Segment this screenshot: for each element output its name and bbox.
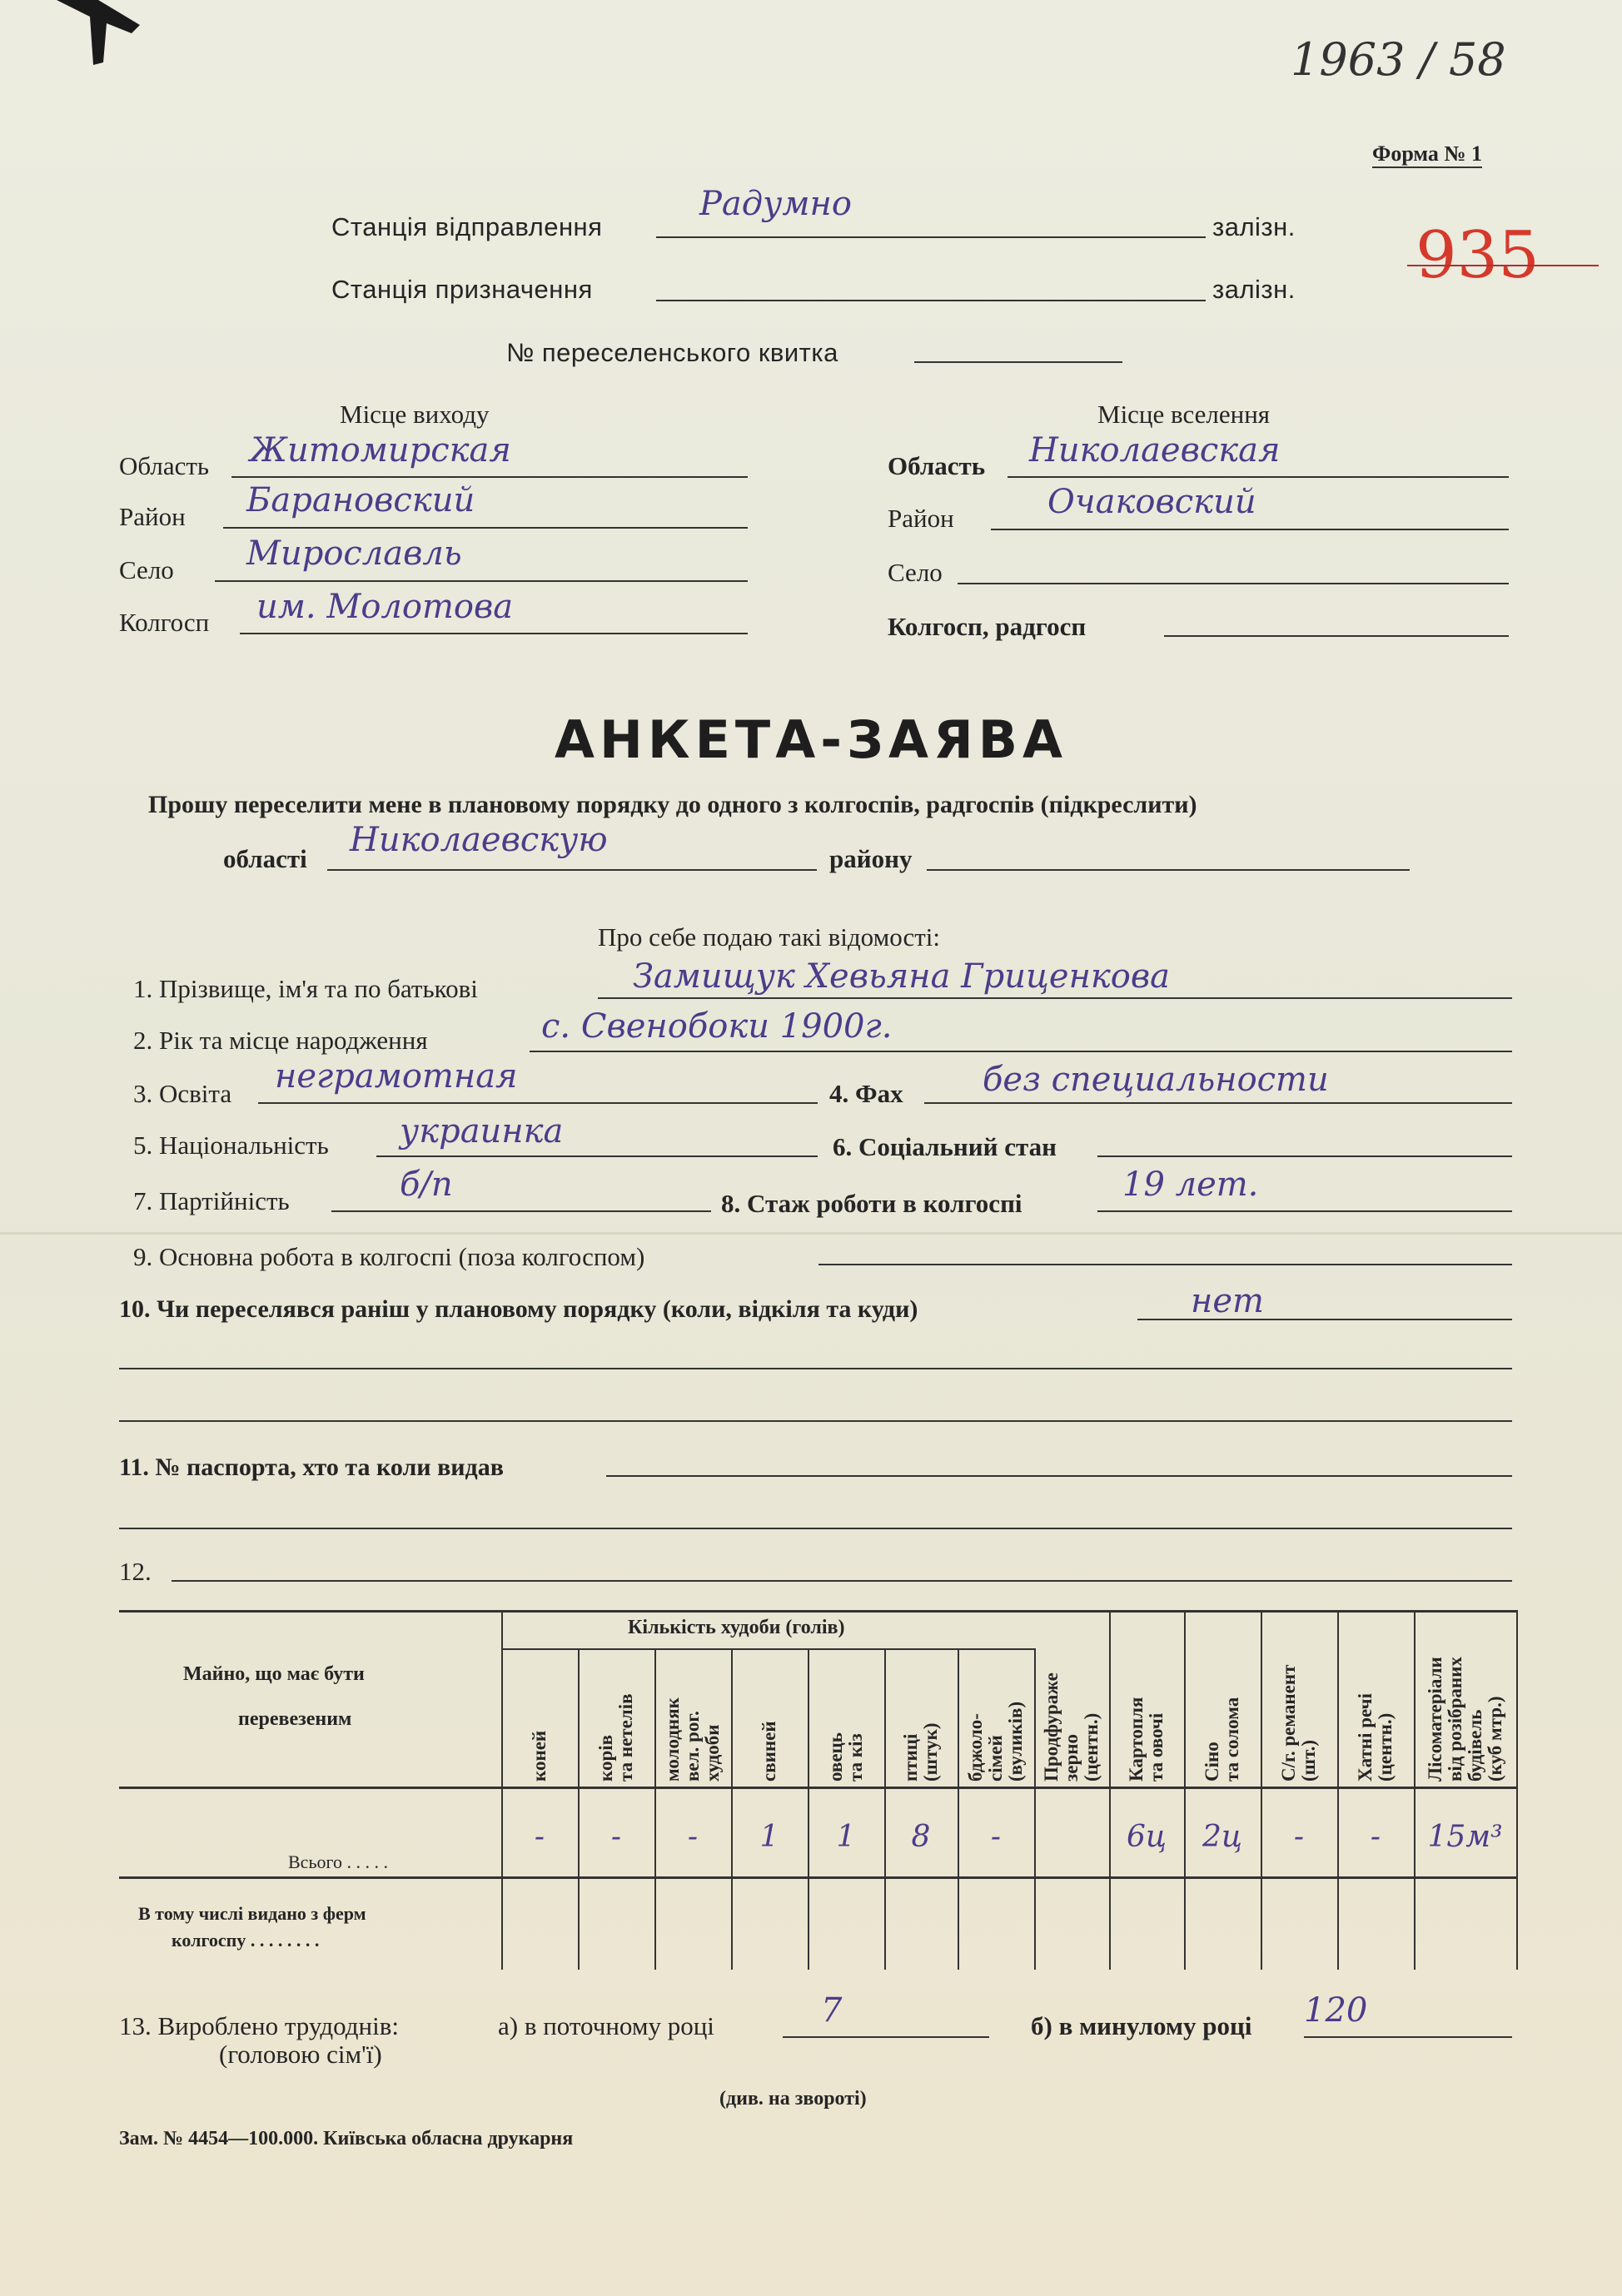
column-header-text: молодняк xyxy=(662,1697,683,1782)
departure-line xyxy=(656,236,1206,238)
request-oblast-label: області xyxy=(223,844,307,873)
table-column-border xyxy=(654,1648,656,1970)
table-column-border xyxy=(958,1648,959,1970)
column-header-text: (куб мтр.) xyxy=(1484,1696,1505,1782)
column-header-text: (штук) xyxy=(920,1722,941,1782)
destination-title: Місце вселення xyxy=(1097,400,1271,429)
table-column-border xyxy=(1261,1610,1262,1970)
workdays-last-value: 120 xyxy=(1304,1991,1368,2030)
field-3-label: 3. Освіта xyxy=(133,1079,232,1108)
ink-blot xyxy=(48,0,148,67)
field-7-line xyxy=(331,1210,711,1212)
dest-oblast-label: Область xyxy=(888,451,986,480)
field-2-line xyxy=(530,1051,1512,1052)
field-1-value: Замищук Хевьяна Гриценкова xyxy=(633,957,1171,996)
column-header-text: вел. рог. xyxy=(682,1711,703,1782)
destination-station-label: Станція призначення xyxy=(331,275,593,304)
origin-kolhosp-label: Колгосп xyxy=(119,608,210,637)
column-header-text: від розібраних xyxy=(1444,1657,1465,1782)
column-header-text: будівель xyxy=(1464,1709,1485,1782)
request-raion-line xyxy=(927,869,1410,871)
table-top-border xyxy=(119,1610,1516,1613)
origin-selo-label: Село xyxy=(119,555,174,584)
column-header-text: та нетелів xyxy=(615,1693,636,1782)
workdays-sub-label: (головою сім'ї) xyxy=(219,2040,382,2069)
column-header-text: (вуликів) xyxy=(1005,1701,1026,1782)
field-12-label: 12. xyxy=(119,1557,152,1586)
dest-raion-label: Район xyxy=(888,504,954,533)
dest-raion-value: Очаковский xyxy=(1047,483,1256,521)
column-header-text: зерно xyxy=(1061,1734,1082,1782)
field-8-line xyxy=(1097,1210,1512,1212)
field-7-value: б/п xyxy=(400,1165,453,1204)
table-column-border xyxy=(1034,1648,1036,1970)
included-label-line1: В тому числі видано з ферм xyxy=(138,1903,366,1924)
field-6-line xyxy=(1097,1155,1512,1157)
field-5-label: 5. Національність xyxy=(133,1131,329,1160)
request-raion-label: району xyxy=(829,844,913,873)
about-label: Про себе подаю такі відомості: xyxy=(598,922,941,952)
workdays-current-line xyxy=(783,2036,989,2038)
origin-raion-value: Барановский xyxy=(246,481,475,519)
table-column-border xyxy=(731,1648,733,1970)
field-11-label: 11. № паспорта, хто та коли видав xyxy=(119,1454,504,1481)
column-header-text: овець xyxy=(825,1732,846,1782)
field-10-value: нет xyxy=(1191,1282,1264,1320)
total-value-cell: 2ц xyxy=(1202,1820,1243,1854)
included-label-line2: колгоспу . . . . . . . . xyxy=(172,1930,320,1951)
column-header-text: (шт.) xyxy=(1298,1739,1319,1782)
origin-raion-line xyxy=(223,527,748,529)
table-column-border xyxy=(1109,1610,1111,1970)
column-header-text: свиней xyxy=(759,1721,779,1782)
total-value-cell: - xyxy=(1293,1820,1305,1854)
column-header-text: Картопля xyxy=(1126,1697,1147,1782)
column-header-text: та солома xyxy=(1221,1697,1242,1782)
red-strike xyxy=(1407,265,1599,266)
column-header-text: сімей xyxy=(985,1735,1006,1782)
form-title: АНКЕТА-ЗАЯВА xyxy=(555,709,1067,770)
form-number: Форма № 1 xyxy=(1372,142,1482,168)
field-9-line xyxy=(818,1264,1512,1265)
column-header-text: Сіно xyxy=(1202,1742,1222,1782)
origin-oblast-line xyxy=(231,476,748,478)
table-total-border xyxy=(119,1876,1516,1879)
workdays-current-label: а) в поточному році xyxy=(498,2011,714,2040)
ticket-line xyxy=(914,361,1122,363)
property-header-line1: Майно, що має бути xyxy=(183,1663,365,1685)
origin-selo-value: Мирославль xyxy=(246,534,462,573)
origin-kolhosp-value: им. Молотова xyxy=(256,588,514,626)
livestock-header: Кількість худоби (голів) xyxy=(628,1617,845,1638)
field-4-label: 4. Фах xyxy=(829,1079,903,1108)
table-column-border xyxy=(578,1648,580,1970)
table-header-border xyxy=(119,1787,1516,1789)
field-4-line xyxy=(924,1102,1512,1104)
printer-imprint: Зам. № 4454—100.000. Київська обласна друкарня xyxy=(119,2128,574,2149)
field-3-value: неграмотная xyxy=(275,1057,518,1096)
field-10-label: 10. Чи переселявся раніш у плановому порядку (коли, відкіля та куди) xyxy=(119,1295,918,1323)
field-2-value: с. Свенобоки 1900г. xyxy=(541,1007,893,1046)
total-value-cell: - xyxy=(990,1820,1002,1854)
dest-oblast-line xyxy=(1008,476,1509,478)
column-header-text: та кіз xyxy=(845,1733,866,1782)
origin-selo-line xyxy=(215,580,748,582)
dest-raion-line xyxy=(991,529,1509,530)
total-value-cell: - xyxy=(1370,1820,1381,1854)
red-number: 935 xyxy=(1416,218,1540,293)
table-column-border xyxy=(1337,1610,1339,1970)
column-header-text: бджоло- xyxy=(965,1713,986,1782)
field-12-line xyxy=(172,1580,1512,1582)
table-column-border xyxy=(884,1648,886,1970)
fold-line xyxy=(0,1232,1622,1235)
column-header-text: (центн.) xyxy=(1081,1712,1102,1782)
livestock-group-line xyxy=(501,1648,1034,1650)
column-header-text: (центн.) xyxy=(1375,1712,1396,1782)
field-1-line xyxy=(598,997,1512,999)
departure-station-value: Радумно xyxy=(699,185,852,223)
field-10-extra-line-1 xyxy=(119,1368,1512,1369)
workdays-label: 13. Вироблено трудоднів: xyxy=(119,2011,400,2040)
column-header-text: коней xyxy=(529,1730,550,1782)
workdays-current-value: 7 xyxy=(821,1991,843,2030)
total-value-cell: 1 xyxy=(759,1820,779,1854)
rail-suffix-2: залізн. xyxy=(1212,275,1296,304)
field-9-label: 9. Основна робота в колгоспі (поза колгоспом) xyxy=(133,1242,645,1271)
table-column-border xyxy=(1516,1610,1518,1970)
field-5-value: украинка xyxy=(400,1112,564,1150)
column-header-text: С/г. реманент xyxy=(1278,1664,1299,1782)
total-label: Всього . . . . . xyxy=(288,1851,388,1872)
request-oblast-value: Николаевскую xyxy=(350,821,608,859)
origin-raion-label: Район xyxy=(119,502,186,531)
destination-line xyxy=(656,300,1206,301)
field-8-value: 19 лет. xyxy=(1122,1165,1259,1204)
see-reverse-note: (див. на звороті) xyxy=(719,2088,867,2110)
field-11-line xyxy=(606,1475,1512,1477)
origin-oblast-value: Житомирская xyxy=(250,431,511,470)
dest-kolhosp-label: Колгосп, радгосп xyxy=(888,612,1087,641)
column-header-text: корів xyxy=(595,1734,616,1782)
total-value-cell: 6ц xyxy=(1126,1820,1167,1854)
dest-selo-label: Село xyxy=(888,558,943,587)
total-value-cell: - xyxy=(687,1820,699,1854)
table-column-border xyxy=(1414,1610,1416,1970)
field-10-extra-line-2 xyxy=(119,1420,1512,1422)
dest-kolhosp-line xyxy=(1164,635,1509,637)
field-1-label: 1. Прізвище, ім'я та по батькові xyxy=(133,974,478,1003)
field-8-label: 8. Стаж роботи в колгоспі xyxy=(721,1189,1022,1218)
request-line: Прошу переселити мене в плановому порядку до одного з колгоспів, радгоспів (підкреслити) xyxy=(148,791,1197,818)
field-11-extra-line xyxy=(119,1528,1512,1529)
table-column-border xyxy=(1184,1610,1186,1970)
field-4-value: без специальности xyxy=(983,1061,1329,1099)
column-header-text: Хатні речі xyxy=(1355,1693,1376,1782)
origin-kolhosp-line xyxy=(240,633,748,634)
archive-number: 1963 / 58 xyxy=(1291,33,1506,86)
origin-title: Місце виходу xyxy=(340,400,490,429)
rail-suffix-1: залізн. xyxy=(1212,212,1296,241)
total-value-cell: 8 xyxy=(911,1820,931,1854)
dest-selo-line xyxy=(958,583,1509,584)
column-header-text: Лісоматеріали xyxy=(1424,1657,1445,1782)
table-first-column-border xyxy=(501,1610,503,1970)
departure-station-label: Станція відправлення xyxy=(331,212,603,241)
column-header-text: худоби xyxy=(702,1724,723,1782)
field-7-label: 7. Партійність xyxy=(133,1186,290,1215)
dest-oblast-value: Николаевская xyxy=(1029,431,1281,470)
total-value-cell: - xyxy=(610,1820,622,1854)
column-header-text: птиці xyxy=(900,1733,921,1782)
field-3-line xyxy=(258,1102,818,1104)
field-5-line xyxy=(376,1155,818,1157)
ticket-label: № переселенського квитка xyxy=(506,338,838,367)
column-header-text: Продфураже xyxy=(1041,1672,1062,1782)
workdays-last-line xyxy=(1304,2036,1512,2038)
field-2-label: 2. Рік та місце народження xyxy=(133,1026,428,1055)
workdays-last-label: б) в минулому році xyxy=(1031,2011,1252,2040)
column-header-text: та овочі xyxy=(1146,1712,1167,1782)
total-value-cell: - xyxy=(534,1820,545,1854)
field-6-label: 6. Соціальний стан xyxy=(833,1132,1057,1161)
table-column-border xyxy=(808,1648,809,1970)
total-value-cell: 15м³ xyxy=(1427,1820,1503,1854)
origin-oblast-label: Область xyxy=(119,451,210,480)
total-value-cell: 1 xyxy=(836,1820,856,1854)
request-oblast-line xyxy=(327,869,817,871)
property-header-line2: перевезеним xyxy=(238,1708,352,1730)
